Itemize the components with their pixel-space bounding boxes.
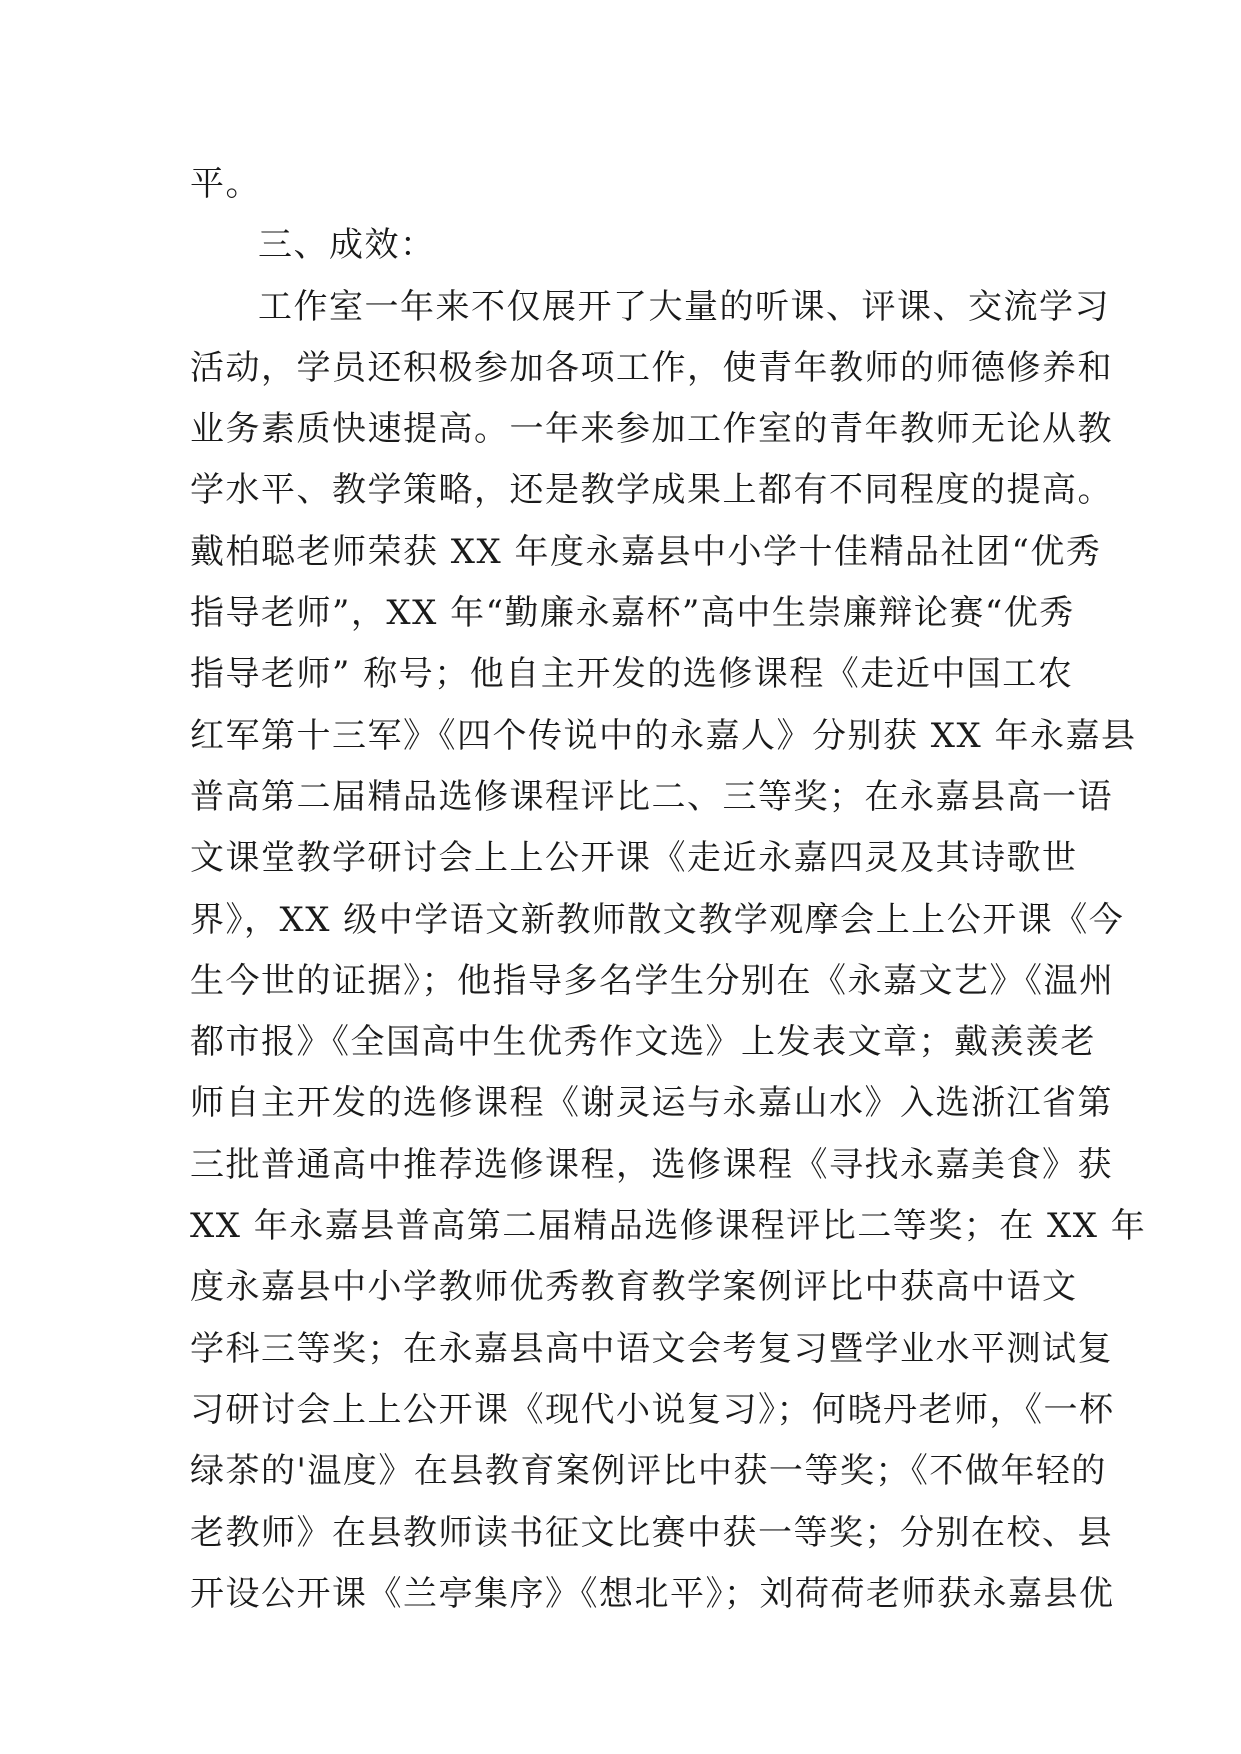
text-line: 度永嘉县中小学教师优秀教育教学案例评比中获高中语文 [190,1267,1078,1308]
body-text [190,154,1147,1625]
text-line: 绿茶的'温度》在县教育案例评比中获一等奖；《不做年轻的 [190,1451,1107,1492]
text-line: 文课堂教学研讨会上上公开课《走近永嘉四灵及其诗歌世 [190,838,1078,879]
text-line: 师自主开发的选修课程《谢灵运与永嘉山水》入选浙江省第 [190,1083,1113,1124]
text-line: XX 年永嘉县普高第二届精品选修课程评比二等奖；在 XX 年 [190,1206,1147,1247]
text-line: 红军第十三军》《四个传说中的永嘉人》分别获 XX 年永嘉县 [190,715,1137,756]
text-line: 学水平、教学策略，还是教学成果上都有不同程度的提高。 [190,470,1113,511]
text-line: 平。 [190,164,261,204]
text-line: 指导老师” 称号；他自主开发的选修课程《走近中国工农 [190,654,1074,695]
text-line: 开设公开课《兰亭集序》《想北平》；刘荷荷老师获永嘉县优 [190,1573,1115,1614]
text-line: 戴柏聪老师荣获 XX 年度永嘉县中小学十佳精品社团“优秀 [190,531,1102,572]
text-line: 生今世的证据》；他指导多名学生分别在《永嘉文艺》《温州 [190,960,1115,1001]
text-line: 老教师》在县教师读书征文比赛中获一等奖；分别在校、县 [190,1512,1113,1553]
text-line: 都市报》《全国高中生优秀作文选》上发表文章；戴羡羡老 [190,1022,1096,1063]
section-heading: 三、成效： [258,225,436,266]
text-line: 学科三等奖；在永嘉县高中语文会考复习暨学业水平测试复 [190,1328,1113,1369]
text-line: 业务素质快速提高。一年来参加工作室的青年教师无论从教 [190,409,1113,450]
text-line: 习研讨会上上公开课《现代小说复习》；何晓丹老师，《一杯 [190,1389,1115,1430]
text-line: 活动，学员还积极参加各项工作，使青年教师的师德修养和 [190,347,1113,388]
text-line: 三批普通高中推荐选修课程，选修课程《寻找永嘉美食》获 [190,1144,1113,1185]
text-line: 指导老师”，XX 年“勤廉永嘉杯”高中生崇廉辩论赛“优秀 [190,593,1075,634]
text-line: 界》，XX 级中学语文新教师散文教学观摩会上上公开课《今 [190,899,1125,940]
text-line: 普高第二届精品选修课程评比二、三等奖；在永嘉县高一语 [190,776,1113,817]
text-line: 工作室一年来不仅展开了大量的听课、评课、交流学习 [258,286,1110,327]
